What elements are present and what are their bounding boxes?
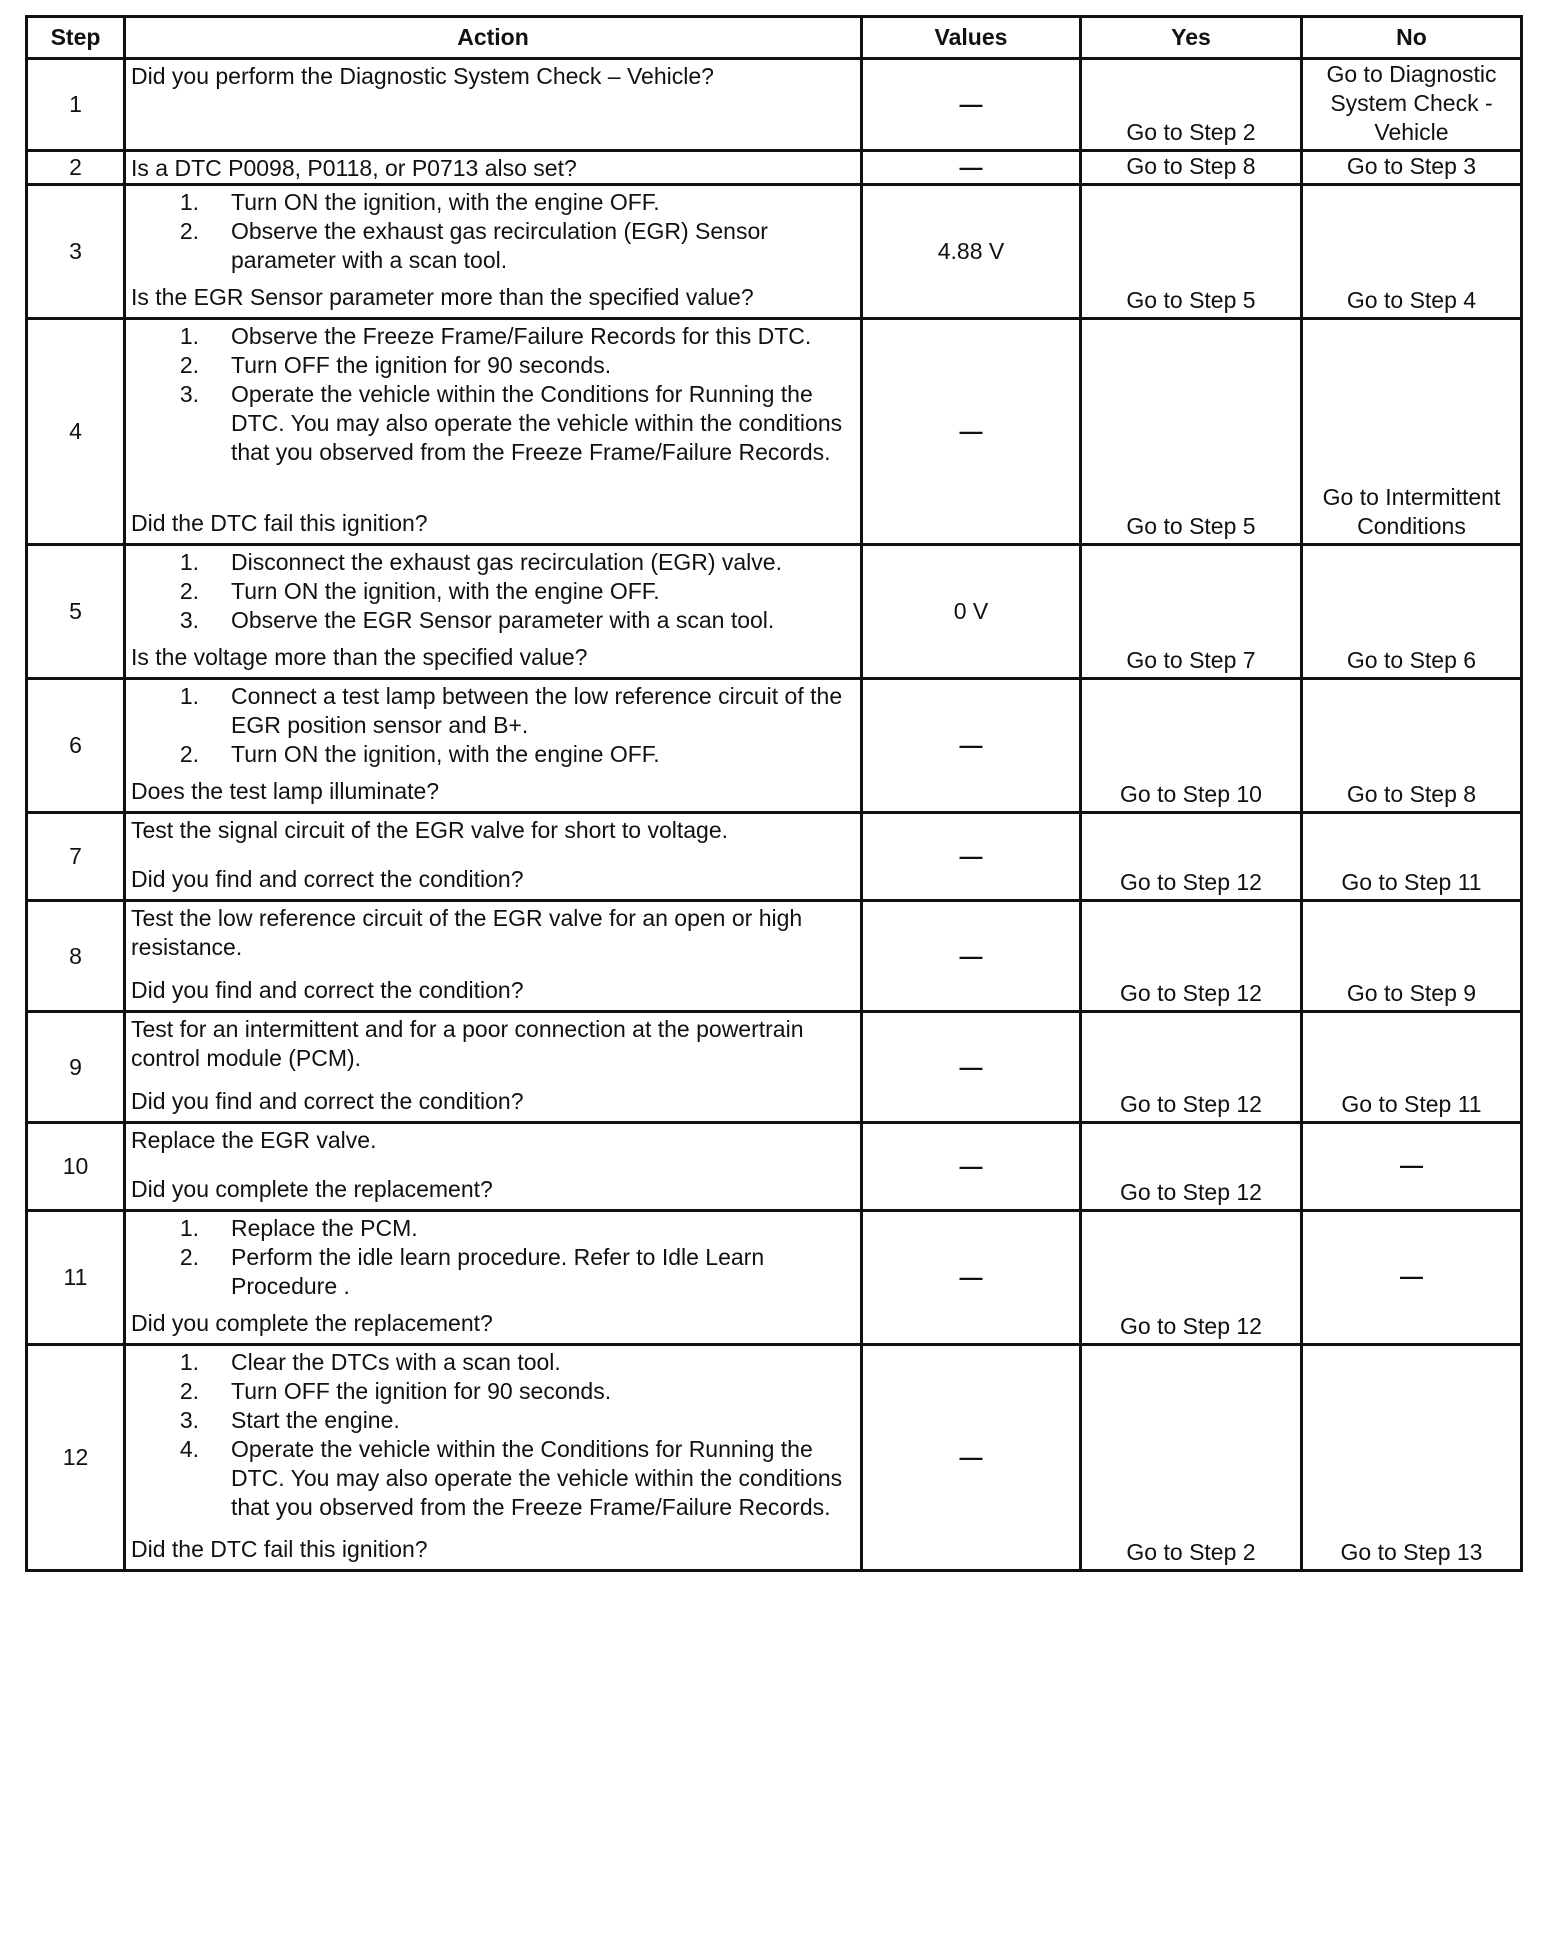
action-steps-list	[131, 188, 854, 275]
diagnostic-table	[25, 15, 1523, 1572]
yes-cell: Go to Step 2	[1081, 59, 1302, 151]
table-row	[27, 185, 1522, 319]
action-step-item: 2. Observe the exhaust gas recirculation (EGR) Sensor parameter with a scan tool.	[231, 217, 854, 275]
no-cell: Go to Step 3	[1302, 151, 1522, 185]
action-step-item: 2. Turn OFF the ignition for 90 seconds.	[231, 1377, 854, 1406]
table-row	[27, 151, 1522, 185]
no-cell: Go to Step 8	[1302, 679, 1522, 813]
action-step-item: 3. Operate the vehicle within the Conditions for Running the DTC. You may also operate the vehicle within the conditions that you observed from the Freeze Frame/Failure Records.	[231, 380, 854, 467]
action-cell	[125, 59, 862, 151]
action-steps-list	[131, 1348, 854, 1522]
value-cell: —	[862, 319, 1081, 545]
value-cell: 0 V	[862, 545, 1081, 679]
table-row	[27, 813, 1522, 901]
table-row	[27, 59, 1522, 151]
yes-cell: Go to Step 8	[1081, 151, 1302, 185]
action-question: Is the EGR Sensor parameter more than the specified value?	[131, 284, 754, 310]
step-number: 12	[27, 1345, 125, 1571]
value-cell: —	[862, 1123, 1081, 1211]
value-cell: —	[862, 1211, 1081, 1345]
header-step: Step	[27, 17, 125, 59]
action-text: Replace the EGR valve.	[131, 1127, 377, 1153]
table-row	[27, 679, 1522, 813]
action-text: Test for an intermittent and for a poor connection at the powertrain control module (PCM).	[131, 1016, 804, 1071]
no-cell: Go to Intermittent Conditions	[1302, 319, 1522, 545]
action-cell	[125, 319, 862, 545]
yes-cell: Go to Step 12	[1081, 1123, 1302, 1211]
action-text: Test the low reference circuit of the EGR valve for an open or high resistance.	[131, 905, 803, 960]
value-cell: 4.88 V	[862, 185, 1081, 319]
step-number: 6	[27, 679, 125, 813]
action-cell	[125, 1345, 862, 1571]
yes-cell: Go to Step 12	[1081, 1012, 1302, 1123]
table-row	[27, 545, 1522, 679]
action-step-item: 1. Connect a test lamp between the low reference circuit of the EGR position sensor and B+.	[231, 682, 854, 740]
value-cell: —	[862, 1345, 1081, 1571]
step-number: 10	[27, 1123, 125, 1211]
no-cell: Go to Diagnostic System Check - Vehicle	[1302, 59, 1522, 151]
action-cell	[125, 151, 862, 185]
action-step-item: 3. Observe the EGR Sensor parameter with a scan tool.	[231, 606, 854, 635]
value-cell: —	[862, 59, 1081, 151]
action-step-item: 1. Disconnect the exhaust gas recirculation (EGR) valve.	[231, 548, 854, 577]
action-question: Does the test lamp illuminate?	[131, 778, 440, 804]
yes-cell: Go to Step 7	[1081, 545, 1302, 679]
table-row	[27, 901, 1522, 1012]
table-row	[27, 1012, 1522, 1123]
action-step-item: 1. Replace the PCM.	[231, 1214, 854, 1243]
action-step-item: 2. Turn ON the ignition, with the engine OFF.	[231, 577, 854, 606]
action-text: Test the signal circuit of the EGR valve for short to voltage.	[131, 817, 729, 843]
action-question: Did you find and correct the condition?	[131, 866, 524, 892]
action-text: Did you perform the Diagnostic System Check – Vehicle?	[131, 63, 714, 89]
step-number: 7	[27, 813, 125, 901]
action-step-item: 1. Observe the Freeze Frame/Failure Records for this DTC.	[231, 322, 854, 351]
action-steps-list	[131, 322, 854, 467]
header-yes: Yes	[1081, 17, 1302, 59]
action-step-item: 2. Turn ON the ignition, with the engine OFF.	[231, 740, 854, 769]
step-number: 11	[27, 1211, 125, 1345]
no-cell: Go to Step 9	[1302, 901, 1522, 1012]
action-cell	[125, 1211, 862, 1345]
action-question: Did you complete the replacement?	[131, 1176, 493, 1202]
value-cell: —	[862, 813, 1081, 901]
yes-cell: Go to Step 12	[1081, 813, 1302, 901]
yes-cell: Go to Step 2	[1081, 1345, 1302, 1571]
yes-cell: Go to Step 12	[1081, 901, 1302, 1012]
table-row	[27, 1123, 1522, 1211]
action-cell	[125, 545, 862, 679]
no-cell: —	[1302, 1211, 1522, 1345]
value-cell: —	[862, 1012, 1081, 1123]
action-steps-list	[131, 548, 854, 635]
action-steps-list	[131, 1214, 854, 1301]
yes-cell: Go to Step 5	[1081, 319, 1302, 545]
header-row	[27, 17, 1522, 59]
table-row	[27, 1211, 1522, 1345]
action-step-item: 1. Clear the DTCs with a scan tool.	[231, 1348, 854, 1377]
action-step-item: 3. Start the engine.	[231, 1406, 854, 1435]
step-number: 2	[27, 151, 125, 185]
action-cell	[125, 185, 862, 319]
action-step-item: 4. Operate the vehicle within the Conditions for Running the DTC. You may also operate the vehicle within the conditions that you observed from the Freeze Frame/Failure Records.	[231, 1435, 854, 1522]
no-cell: Go to Step 11	[1302, 1012, 1522, 1123]
yes-cell: Go to Step 12	[1081, 1211, 1302, 1345]
step-number: 8	[27, 901, 125, 1012]
action-cell	[125, 813, 862, 901]
step-number: 3	[27, 185, 125, 319]
value-cell: —	[862, 901, 1081, 1012]
action-step-item: 2. Perform the idle learn procedure. Refer to Idle Learn Procedure .	[231, 1243, 854, 1301]
step-number: 4	[27, 319, 125, 545]
action-question: Is the voltage more than the specified value?	[131, 644, 588, 670]
action-question: Did you find and correct the condition?	[131, 1088, 524, 1114]
header-values: Values	[862, 17, 1081, 59]
value-cell: —	[862, 679, 1081, 813]
action-question: Did the DTC fail this ignition?	[131, 1536, 428, 1562]
table-row	[27, 319, 1522, 545]
no-cell: Go to Step 4	[1302, 185, 1522, 319]
action-step-item: 2. Turn OFF the ignition for 90 seconds.	[231, 351, 854, 380]
yes-cell: Go to Step 10	[1081, 679, 1302, 813]
action-text: Is a DTC P0098, P0118, or P0713 also set?	[131, 155, 577, 181]
yes-cell: Go to Step 5	[1081, 185, 1302, 319]
header-no: No	[1302, 17, 1522, 59]
action-question: Did you complete the replacement?	[131, 1310, 493, 1336]
value-cell: —	[862, 151, 1081, 185]
no-cell: Go to Step 13	[1302, 1345, 1522, 1571]
no-cell: Go to Step 6	[1302, 545, 1522, 679]
action-step-item: 1. Turn ON the ignition, with the engine OFF.	[231, 188, 854, 217]
action-cell	[125, 1012, 862, 1123]
action-cell	[125, 1123, 862, 1211]
table-row	[27, 1345, 1522, 1571]
action-cell	[125, 901, 862, 1012]
no-cell: Go to Step 11	[1302, 813, 1522, 901]
action-question: Did you find and correct the condition?	[131, 977, 524, 1003]
step-number: 1	[27, 59, 125, 151]
step-number: 9	[27, 1012, 125, 1123]
header-action: Action	[125, 17, 862, 59]
action-cell	[125, 679, 862, 813]
step-number: 5	[27, 545, 125, 679]
action-question: Did the DTC fail this ignition?	[131, 510, 428, 536]
action-steps-list	[131, 682, 854, 769]
no-cell: —	[1302, 1123, 1522, 1211]
